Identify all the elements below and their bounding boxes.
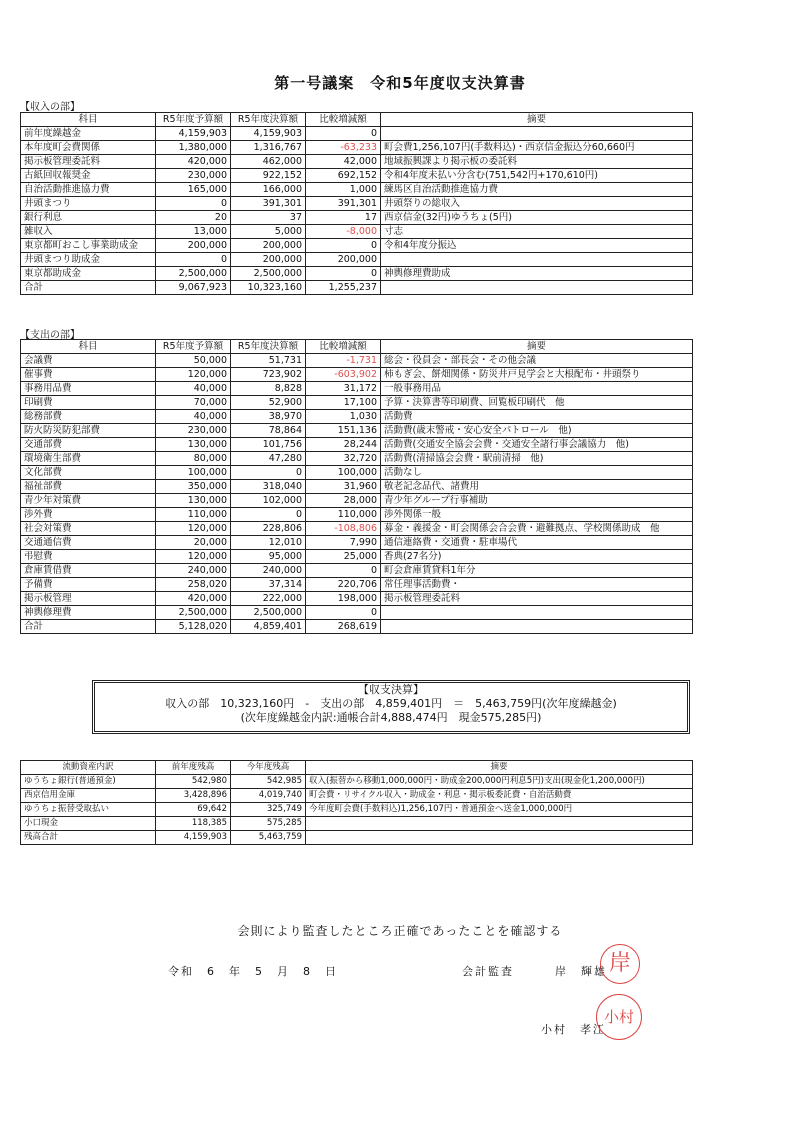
expense-amount-cell: 110,000	[306, 508, 381, 522]
income-amount-cell: 1,255,237	[306, 281, 381, 295]
expense-remarks-cell: 常任理事活動費・	[381, 578, 693, 592]
expense-amount-cell: 230,000	[156, 424, 231, 438]
expense-remarks-cell: 活動費(交通安全協会会費・交通安全諸行事会議協力 他)	[381, 438, 693, 452]
audit-date: 令和 6 年 5 月 8 日	[168, 965, 338, 978]
expense-row	[21, 466, 693, 480]
expense-remarks-cell: 掲示板管理委託料	[381, 592, 693, 606]
income-row	[21, 127, 693, 141]
expense-subject-cell: 交通通信費	[21, 536, 156, 550]
summary-line-2: (次年度繰越金内訳:通帳合計4,888,474円 現金575,285円)	[240, 711, 542, 724]
asset-row	[21, 803, 693, 817]
income-remarks-cell: 令和4年度分振込	[381, 239, 693, 253]
expense-amount-cell: 40,000	[156, 410, 231, 424]
income-amount-cell: 200,000	[231, 253, 306, 267]
expense-amount-cell: 1,030	[306, 410, 381, 424]
expense-amount-cell: 28,000	[306, 494, 381, 508]
expense-remarks-cell: 一般事務用品	[381, 382, 693, 396]
seal-1-text: 岸	[608, 951, 631, 976]
expense-subject-cell: 事務用品費	[21, 382, 156, 396]
header-budget: R5年度予算額	[156, 113, 231, 127]
income-subject-cell: 雑収入	[21, 225, 156, 239]
expense-amount-cell: 420,000	[156, 592, 231, 606]
asset-amount-cell: 5,463,759	[231, 831, 306, 845]
expense-row	[21, 494, 693, 508]
income-amount-cell: 462,000	[231, 155, 306, 169]
expense-amount-cell: 240,000	[231, 564, 306, 578]
expense-amount-cell: 240,000	[156, 564, 231, 578]
expense-remarks-cell	[381, 606, 693, 620]
income-amount-cell: 1,380,000	[156, 141, 231, 155]
expense-amount-cell: 130,000	[156, 494, 231, 508]
income-amount-cell: 2,500,000	[156, 267, 231, 281]
header-asset-item: 流動資産内訳	[21, 761, 156, 775]
header-difference: 比較増減額	[306, 113, 381, 127]
income-remarks-cell: 西京信金(32円)ゆうちょ(5円)	[381, 211, 693, 225]
expense-row	[21, 452, 693, 466]
expense-amount-cell: 28,244	[306, 438, 381, 452]
expense-row	[21, 396, 693, 410]
income-amount-cell: 0	[306, 239, 381, 253]
expense-row	[21, 424, 693, 438]
expense-amount-cell: 2,500,000	[231, 606, 306, 620]
expense-amount-cell: 318,040	[231, 480, 306, 494]
asset-amount-cell: 118,385	[156, 817, 231, 831]
expense-subject-cell: 神輿修理費	[21, 606, 156, 620]
expense-remarks-cell: 活動費	[381, 410, 693, 424]
expense-row	[21, 382, 693, 396]
income-amount-cell: 4,159,903	[231, 127, 306, 141]
income-section-label: 【収入の部】	[20, 102, 80, 113]
expense-remarks-cell: 敬老記念品代、諸費用	[381, 480, 693, 494]
expense-amount-cell: 51,731	[231, 354, 306, 368]
asset-subject-cell: 西京信用金庫	[21, 789, 156, 803]
asset-amount-cell: 4,159,903	[156, 831, 231, 845]
auditor-2-seal	[596, 994, 642, 1040]
asset-remarks-cell: 収入(振替から移動1,000,000円・助成金200,000円利息5円)支出(現金化1,200,000円)	[306, 775, 693, 789]
expense-amount-cell: 100,000	[156, 466, 231, 480]
expense-section-label: 【支出の部】	[20, 330, 80, 341]
income-amount-cell: 17	[306, 211, 381, 225]
income-row	[21, 169, 693, 183]
expense-subject-cell: 社会対策費	[21, 522, 156, 536]
header-subject: 科目	[21, 113, 156, 127]
expense-amount-cell: 37,314	[231, 578, 306, 592]
income-row	[21, 211, 693, 225]
income-subject-cell: 前年度繰越金	[21, 127, 156, 141]
asset-subject-cell: 小口現金	[21, 817, 156, 831]
income-amount-cell: 20	[156, 211, 231, 225]
expense-row	[21, 536, 693, 550]
header-actual: R5年度決算額	[231, 340, 306, 354]
income-remarks-cell: 井頭祭りの総収入	[381, 197, 693, 211]
income-remarks-cell: 寸志	[381, 225, 693, 239]
asset-row	[21, 831, 693, 845]
expense-remarks-cell: 総会・役員会・部長会・その他会議	[381, 354, 693, 368]
asset-amount-cell: 69,642	[156, 803, 231, 817]
asset-row	[21, 789, 693, 803]
auditor-2-name: 小村 孝江	[541, 1023, 606, 1036]
summary-heading: 【収支決算】	[358, 683, 424, 696]
income-subject-cell: 掲示板管理委託料	[21, 155, 156, 169]
asset-amount-cell: 325,749	[231, 803, 306, 817]
income-amount-cell: 391,301	[231, 197, 306, 211]
asset-amount-cell: 542,985	[231, 775, 306, 789]
expense-row	[21, 550, 693, 564]
asset-remarks-cell	[306, 831, 693, 845]
income-remarks-cell: 令和4年度未払い分含む(751,542円+170,610円)	[381, 169, 693, 183]
expense-amount-cell: 130,000	[156, 438, 231, 452]
income-amount-cell: 0	[306, 127, 381, 141]
expense-remarks-cell: 柿もぎ会、餅畑関係・防災井戸見学会と大根配布・井頭祭り	[381, 368, 693, 382]
income-header-row	[21, 113, 693, 127]
expense-subject-cell: 環境衛生部費	[21, 452, 156, 466]
expense-amount-cell: 31,960	[306, 480, 381, 494]
audit-role: 会計監査	[462, 965, 514, 978]
header-budget: R5年度予算額	[156, 340, 231, 354]
expense-amount-cell: 228,806	[231, 522, 306, 536]
income-remarks-cell	[381, 127, 693, 141]
income-amount-cell: 2,500,000	[231, 267, 306, 281]
expense-amount-cell: 80,000	[156, 452, 231, 466]
expense-amount-cell: 198,000	[306, 592, 381, 606]
expense-amount-cell: 50,000	[156, 354, 231, 368]
expense-amount-cell: 78,864	[231, 424, 306, 438]
expense-subject-cell: 防火防災防犯部費	[21, 424, 156, 438]
income-subject-cell: 井頭まつり助成金	[21, 253, 156, 267]
income-amount-cell: -63,233	[306, 141, 381, 155]
expense-subject-cell: 青少年対策費	[21, 494, 156, 508]
income-row	[21, 267, 693, 281]
expense-amount-cell: 120,000	[156, 368, 231, 382]
expense-amount-cell: 0	[306, 564, 381, 578]
header-remarks: 摘要	[381, 113, 693, 127]
income-subject-cell: 東京都町おこし事業助成金	[21, 239, 156, 253]
header-current-balance: 今年度残高	[231, 761, 306, 775]
asset-amount-cell: 542,980	[156, 775, 231, 789]
expense-amount-cell: 110,000	[156, 508, 231, 522]
income-amount-cell: 391,301	[306, 197, 381, 211]
expense-subject-cell: 渉外費	[21, 508, 156, 522]
expense-amount-cell: 350,000	[156, 480, 231, 494]
income-row	[21, 141, 693, 155]
income-subject-cell: 自治活動推進協力費	[21, 183, 156, 197]
asset-subject-cell: ゆうちょ銀行(普通預金)	[21, 775, 156, 789]
expense-row	[21, 522, 693, 536]
expense-subject-cell: 福祉部費	[21, 480, 156, 494]
income-amount-cell: 692,152	[306, 169, 381, 183]
income-amount-cell: 200,000	[231, 239, 306, 253]
expense-amount-cell: 32,720	[306, 452, 381, 466]
income-remarks-cell: 町会費1,256,107円(手数料込)・西京信金振込分60,660円	[381, 141, 693, 155]
income-row	[21, 197, 693, 211]
income-remarks-cell: 練馬区自治活動推進協力費	[381, 183, 693, 197]
seal-2-text: 小村	[603, 1008, 634, 1026]
header-remarks: 摘要	[381, 340, 693, 354]
expense-row	[21, 564, 693, 578]
expense-amount-cell: 4,859,401	[231, 620, 306, 634]
income-row	[21, 155, 693, 169]
expense-amount-cell: 222,000	[231, 592, 306, 606]
expense-row	[21, 480, 693, 494]
expense-row	[21, 368, 693, 382]
expense-amount-cell: 20,000	[156, 536, 231, 550]
income-row	[21, 281, 693, 295]
expense-amount-cell: 70,000	[156, 396, 231, 410]
expense-amount-cell: 7,990	[306, 536, 381, 550]
expense-amount-cell: 258,020	[156, 578, 231, 592]
expense-remarks-cell: 通信連絡費・交通費・駐車場代	[381, 536, 693, 550]
expense-subject-cell: 文化部費	[21, 466, 156, 480]
expense-amount-cell: 100,000	[306, 466, 381, 480]
expense-amount-cell: 0	[231, 466, 306, 480]
income-subject-cell: 本年度町会費関係	[21, 141, 156, 155]
expense-amount-cell: -603,902	[306, 368, 381, 382]
expense-amount-cell: 120,000	[156, 522, 231, 536]
income-row	[21, 239, 693, 253]
income-amount-cell: 1,000	[306, 183, 381, 197]
expense-amount-cell: 25,000	[306, 550, 381, 564]
asset-row	[21, 817, 693, 831]
expense-subject-cell: 交通部費	[21, 438, 156, 452]
expense-amount-cell: 17,100	[306, 396, 381, 410]
expense-amount-cell: 52,900	[231, 396, 306, 410]
auditor-1-seal	[600, 944, 640, 984]
expense-remarks-cell: 活動費(清掃協会会費・駅前清掃 他)	[381, 452, 693, 466]
income-amount-cell: 13,000	[156, 225, 231, 239]
income-amount-cell: 42,000	[306, 155, 381, 169]
income-subject-cell: 古紙回収報奨金	[21, 169, 156, 183]
income-amount-cell: 0	[156, 197, 231, 211]
asset-amount-cell: 4,019,740	[231, 789, 306, 803]
asset-amount-cell: 575,285	[231, 817, 306, 831]
income-amount-cell: 420,000	[156, 155, 231, 169]
expense-subject-cell: 総務部費	[21, 410, 156, 424]
income-amount-cell: 1,316,767	[231, 141, 306, 155]
income-remarks-cell: 地域振興課より掲示板の委託料	[381, 155, 693, 169]
asset-remarks-cell	[306, 817, 693, 831]
expense-amount-cell: -1,731	[306, 354, 381, 368]
income-amount-cell: 37	[231, 211, 306, 225]
expense-row	[21, 410, 693, 424]
auditor-1-name: 岸 輝雄	[555, 965, 607, 978]
expense-remarks-cell: 募金・義援金・町会関係会合会費・避難拠点、学校関係助成 他	[381, 522, 693, 536]
income-amount-cell: 5,000	[231, 225, 306, 239]
income-amount-cell: 9,067,923	[156, 281, 231, 295]
expense-remarks-cell: 活動なし	[381, 466, 693, 480]
summary-line-1: 収入の部 10,323,160円 - 支出の部 4,859,401円 ＝ 5,463,759円(次年度繰越金)	[165, 697, 617, 710]
income-amount-cell: 922,152	[231, 169, 306, 183]
assets-header-row	[21, 761, 693, 775]
asset-amount-cell: 3,428,896	[156, 789, 231, 803]
header-remarks: 摘要	[306, 761, 693, 775]
expense-amount-cell: 0	[306, 606, 381, 620]
income-row	[21, 225, 693, 239]
expense-remarks-cell: 町会倉庫賃貸料1年分	[381, 564, 693, 578]
income-amount-cell: 166,000	[231, 183, 306, 197]
income-remarks-cell	[381, 281, 693, 295]
income-row	[21, 253, 693, 267]
income-amount-cell: -8,000	[306, 225, 381, 239]
income-amount-cell: 10,323,160	[231, 281, 306, 295]
income-amount-cell: 200,000	[306, 253, 381, 267]
expense-row	[21, 508, 693, 522]
income-amount-cell: 0	[306, 267, 381, 281]
expense-amount-cell: 8,828	[231, 382, 306, 396]
expense-remarks-cell: 青少年グループ行事補助	[381, 494, 693, 508]
income-amount-cell: 165,000	[156, 183, 231, 197]
income-amount-cell: 200,000	[156, 239, 231, 253]
asset-remarks-cell: 今年度町会費(手数料込)1,256,107円・普通預金へ送金1,000,000円	[306, 803, 693, 817]
expense-amount-cell: 5,128,020	[156, 620, 231, 634]
asset-row	[21, 775, 693, 789]
expense-remarks-cell: 予算・決算書等印刷費、回覧板印刷代 他	[381, 396, 693, 410]
expense-row	[21, 354, 693, 368]
income-subject-cell: 井頭まつり	[21, 197, 156, 211]
expense-remarks-cell: 渉外関係一般	[381, 508, 693, 522]
income-row	[21, 183, 693, 197]
expense-amount-cell: 95,000	[231, 550, 306, 564]
expense-subject-cell: 印刷費	[21, 396, 156, 410]
expense-row	[21, 438, 693, 452]
income-table	[20, 112, 693, 295]
expense-subject-cell: 予備費	[21, 578, 156, 592]
expense-table	[20, 339, 693, 634]
asset-subject-cell: ゆうちょ振替受取払い	[21, 803, 156, 817]
expense-amount-cell: 0	[231, 508, 306, 522]
expense-row	[21, 620, 693, 634]
income-amount-cell: 4,159,903	[156, 127, 231, 141]
income-remarks-cell	[381, 253, 693, 267]
expense-remarks-cell: 香典(27名分)	[381, 550, 693, 564]
expense-row	[21, 578, 693, 592]
expense-amount-cell: 268,619	[306, 620, 381, 634]
expense-row	[21, 606, 693, 620]
income-amount-cell: 230,000	[156, 169, 231, 183]
expense-amount-cell: 220,706	[306, 578, 381, 592]
expense-amount-cell: 723,902	[231, 368, 306, 382]
expense-amount-cell: 12,010	[231, 536, 306, 550]
page-title: 第一号議案 令和5年度収支決算書	[274, 74, 526, 92]
expense-header-row	[21, 340, 693, 354]
expense-subject-cell: 掲示板管理	[21, 592, 156, 606]
current-assets-table	[20, 760, 693, 845]
expense-amount-cell: -108,806	[306, 522, 381, 536]
expense-remarks-cell: 活動費(歳末警戒・安心安全パトロール 他)	[381, 424, 693, 438]
income-amount-cell: 0	[156, 253, 231, 267]
expense-amount-cell: 2,500,000	[156, 606, 231, 620]
expense-amount-cell: 47,280	[231, 452, 306, 466]
expense-amount-cell: 101,756	[231, 438, 306, 452]
asset-subject-cell: 残高合計	[21, 831, 156, 845]
expense-subject-cell: 会議費	[21, 354, 156, 368]
expense-subject-cell: 催事費	[21, 368, 156, 382]
expense-amount-cell: 102,000	[231, 494, 306, 508]
income-subject-cell: 銀行利息	[21, 211, 156, 225]
expense-remarks-cell	[381, 620, 693, 634]
expense-amount-cell: 38,970	[231, 410, 306, 424]
expense-amount-cell: 120,000	[156, 550, 231, 564]
audit-confirmation: 会則により監査したところ正確であったことを確認する	[237, 924, 563, 938]
expense-amount-cell: 151,136	[306, 424, 381, 438]
expense-row	[21, 592, 693, 606]
header-subject: 科目	[21, 340, 156, 354]
expense-subject-cell: 弔慰費	[21, 550, 156, 564]
settlement-summary-box	[92, 680, 690, 734]
income-subject-cell: 合計	[21, 281, 156, 295]
expense-amount-cell: 31,172	[306, 382, 381, 396]
income-remarks-cell: 神輿修理費助成	[381, 267, 693, 281]
header-previous-balance: 前年度残高	[156, 761, 231, 775]
expense-amount-cell: 40,000	[156, 382, 231, 396]
expense-subject-cell: 合計	[21, 620, 156, 634]
asset-remarks-cell: 町会費・リサイクル収入・助成金・利息・掲示板委託費・自治活動費	[306, 789, 693, 803]
header-difference: 比較増減額	[306, 340, 381, 354]
expense-subject-cell: 倉庫賃借費	[21, 564, 156, 578]
income-subject-cell: 東京都助成金	[21, 267, 156, 281]
header-actual: R5年度決算額	[231, 113, 306, 127]
